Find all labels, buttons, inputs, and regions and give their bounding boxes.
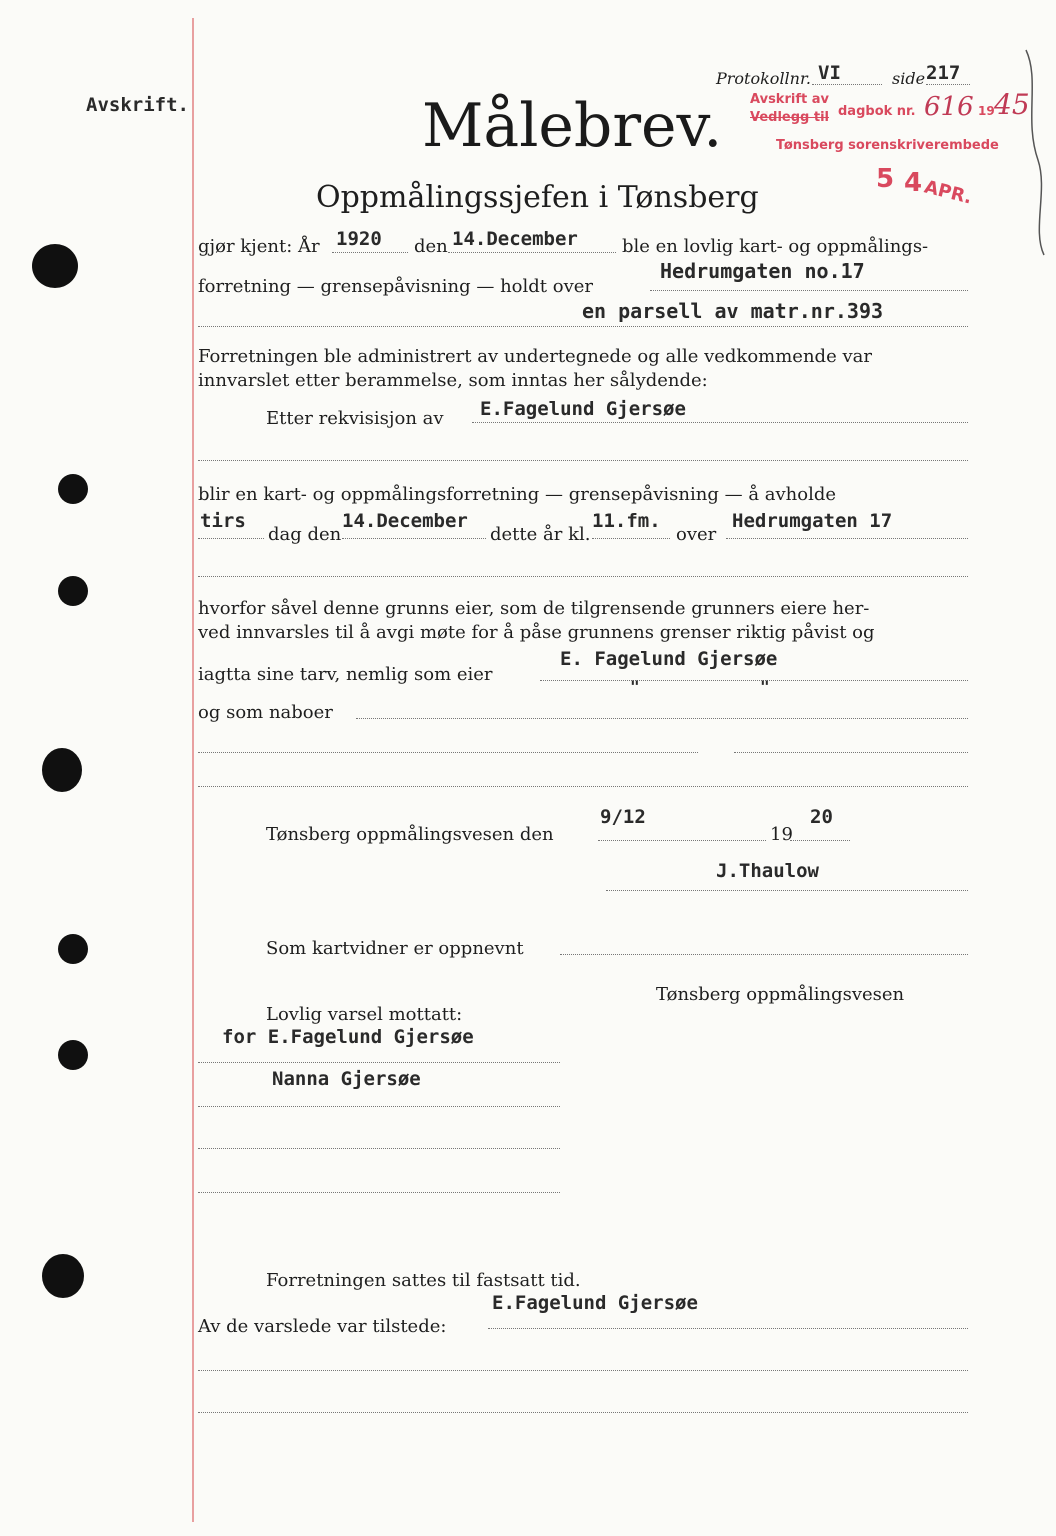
dette-ar-kl-label: dette år kl. bbox=[490, 524, 591, 545]
intro-address: Hedrumgaten no.17 bbox=[660, 259, 865, 283]
stamp-date-day: 5 bbox=[876, 164, 895, 194]
stamp-line2: Vedlegg til bbox=[750, 110, 830, 125]
page-title: Målebrev. bbox=[422, 91, 723, 161]
blank-line bbox=[198, 1148, 560, 1149]
avskrift-label: Avskrift. bbox=[86, 94, 189, 116]
intro-date-line bbox=[448, 252, 616, 253]
protokoll-line bbox=[812, 84, 882, 85]
requester-line bbox=[472, 422, 968, 423]
dag-den-label: dag den bbox=[268, 524, 342, 545]
blank-line bbox=[198, 1370, 968, 1371]
naboer-line bbox=[356, 718, 968, 719]
stamp-line1: Avskrift av bbox=[750, 92, 829, 107]
ble-text: ble en lovlig kart- og oppmålings- bbox=[622, 236, 929, 257]
page-curl-mark bbox=[1018, 40, 1056, 260]
stamp-dagbok-label: dagbok nr. bbox=[838, 104, 916, 119]
signature-date-line bbox=[598, 840, 766, 841]
signature-date: 9/12 bbox=[600, 806, 646, 828]
stamp-date-num: 4 bbox=[904, 168, 923, 198]
intro-address-line bbox=[650, 290, 968, 291]
para1-line2: innvarslet etter berammelse, som inntas her sålydende: bbox=[198, 370, 708, 391]
para2-address-line bbox=[726, 538, 968, 539]
weekday-line bbox=[198, 538, 264, 539]
intro-year: 1920 bbox=[336, 228, 382, 250]
closing-line1: Forretningen sattes til fastsatt tid. bbox=[266, 1270, 581, 1291]
witness-office: Tønsberg oppmålingsvesen bbox=[656, 984, 905, 1005]
naboer-label: og som naboer bbox=[198, 702, 333, 723]
varsel-label: Lovlig varsel mottatt: bbox=[266, 1004, 463, 1025]
intro-parcel: en parsell av matr.nr.393 bbox=[582, 299, 884, 323]
signature-year-suffix: 20 bbox=[810, 806, 833, 828]
side-line bbox=[926, 84, 970, 85]
binder-hole bbox=[42, 1254, 84, 1298]
binder-hole bbox=[58, 1040, 88, 1070]
owner-name: E. Fagelund Gjersøe bbox=[560, 648, 778, 670]
signature-line bbox=[606, 890, 968, 891]
blank-line bbox=[198, 1192, 560, 1193]
kartvidner-line bbox=[560, 954, 968, 955]
ditto-mark: " bbox=[760, 677, 770, 696]
binder-hole bbox=[42, 748, 82, 792]
para2-time-line bbox=[592, 538, 670, 539]
kartvidner-label: Som kartvidner er oppnevnt bbox=[266, 938, 524, 959]
stamp-dagbok-value: 616 bbox=[924, 92, 974, 122]
side-label: side bbox=[892, 69, 926, 88]
para3-line2: ved innvarsles til å avgi møte for å påse grunnens grenser riktig påvist og bbox=[198, 622, 875, 643]
binder-hole bbox=[32, 244, 78, 288]
present-line bbox=[488, 1328, 968, 1329]
para3-line1: hvorfor såvel denne grunns eier, som de tilgrensende grunners eiere her- bbox=[198, 598, 870, 619]
para2-line1: blir en kart- og oppmålingsforretning — grensepåvisning — å avholde bbox=[198, 484, 837, 505]
blank-line bbox=[198, 460, 968, 461]
protokoll-label: Protokollnr. bbox=[716, 69, 811, 88]
stamp-line3: Tønsberg sorenskriverembede bbox=[776, 138, 999, 153]
para2-date: 14.December bbox=[342, 510, 468, 532]
owner-line bbox=[540, 680, 968, 681]
blank-line bbox=[734, 752, 968, 753]
para2-time: 11.fm. bbox=[592, 510, 661, 532]
binder-hole bbox=[58, 474, 88, 504]
side-value: 217 bbox=[926, 62, 961, 84]
weekday: tirs bbox=[200, 510, 246, 532]
received-line2: Nanna Gjersøe bbox=[272, 1068, 421, 1090]
signature-year-prefix: 19 bbox=[770, 824, 793, 845]
requester-name: E.Fagelund Gjersøe bbox=[480, 398, 686, 420]
protokoll-value: VI bbox=[818, 62, 841, 84]
binder-hole bbox=[58, 934, 88, 964]
para3-line3: iagtta sine tarv, nemlig som eier bbox=[198, 664, 493, 685]
stamp-date-month: APR. bbox=[922, 176, 974, 209]
received-line1: for E.Fagelund Gjersøe bbox=[222, 1026, 474, 1048]
margin-rule bbox=[192, 18, 194, 1522]
forretning-label: forretning — grensepåvisning — holdt over bbox=[198, 276, 594, 297]
etter-label: Etter rekvisisjon av bbox=[266, 408, 444, 429]
office-den-label: Tønsberg oppmålingsvesen den bbox=[266, 824, 554, 845]
blank-line bbox=[198, 576, 968, 577]
stamp-year-hand: 45 bbox=[994, 88, 1030, 121]
intro-den-label: den bbox=[414, 236, 448, 257]
present-label: Av de varslede var tilstede: bbox=[198, 1316, 447, 1337]
received-line1-rule bbox=[198, 1062, 560, 1063]
ditto-mark: " bbox=[630, 677, 640, 696]
received-line2-rule bbox=[198, 1106, 560, 1107]
gjor-kjent-label: gjør kjent: År bbox=[198, 236, 320, 257]
intro-year-line bbox=[332, 252, 408, 253]
binder-hole bbox=[58, 576, 88, 606]
signature-year-line bbox=[790, 840, 850, 841]
over-label: over bbox=[676, 524, 717, 545]
blank-line bbox=[198, 752, 698, 753]
page-subtitle: Oppmålingssjefen i Tønsberg bbox=[316, 180, 759, 215]
stamp-year-prefix: 19 bbox=[978, 104, 995, 118]
intro-date: 14.December bbox=[452, 228, 578, 250]
signature-name: J.Thaulow bbox=[716, 860, 819, 882]
intro-parcel-line bbox=[198, 326, 968, 327]
para1-line1: Forretningen ble administrert av undertegnede og alle vedkommende var bbox=[198, 346, 872, 367]
para2-date-line bbox=[342, 538, 486, 539]
blank-line bbox=[198, 1412, 968, 1413]
blank-line bbox=[198, 786, 968, 787]
para2-address: Hedrumgaten 17 bbox=[732, 510, 893, 532]
present-name: E.Fagelund Gjersøe bbox=[492, 1292, 698, 1314]
